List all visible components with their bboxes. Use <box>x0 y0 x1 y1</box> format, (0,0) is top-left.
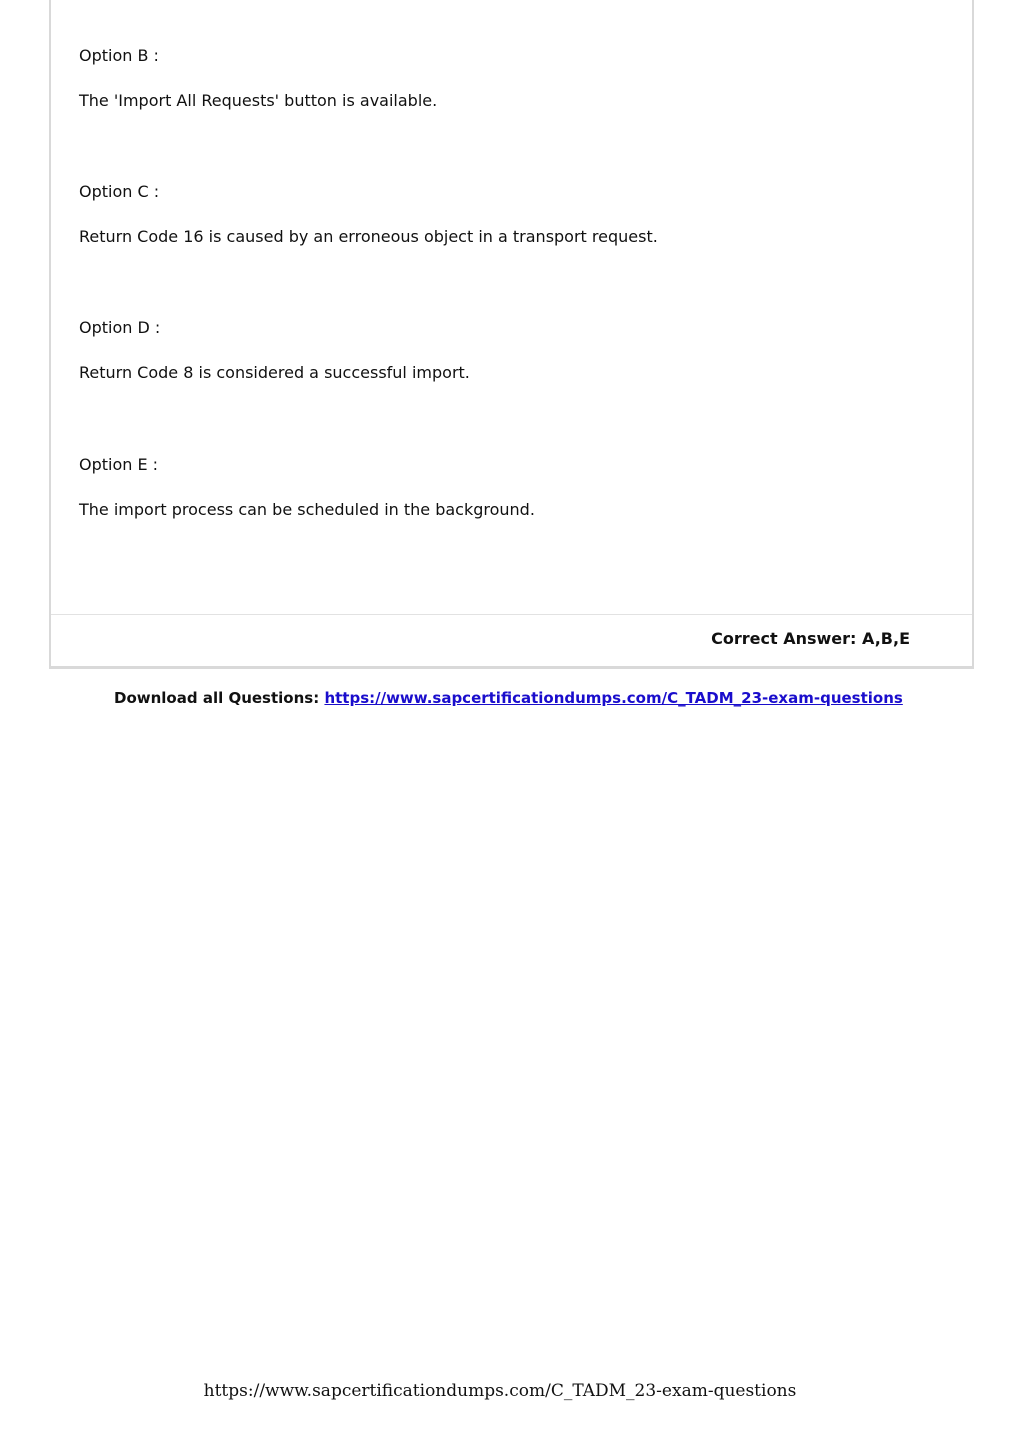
option-text: Return Code 16 is caused by an erroneous object in a transport request. <box>79 227 658 246</box>
option-label: Option C : <box>79 182 160 201</box>
option-text: Return Code 8 is considered a successful import. <box>79 363 470 382</box>
question-card <box>49 0 974 669</box>
option-text: The import process can be scheduled in the background. <box>79 500 535 519</box>
download-link[interactable]: https://www.sapcertificationdumps.com/C_TADM_23-exam-questions <box>324 689 903 707</box>
correct-answer <box>711 629 910 649</box>
download-row <box>114 688 903 708</box>
option-text: The 'Import All Requests' button is available. <box>79 91 438 110</box>
correct-answer-label: Correct Answer: <box>711 629 857 648</box>
download-label: Download all Questions: <box>114 689 320 707</box>
answer-divider <box>51 614 972 615</box>
footer-url: https://www.sapcertificationdumps.com/C_TADM_23-exam-questions <box>203 1381 797 1401</box>
option-label: Option E : <box>79 455 159 474</box>
correct-answer-value: A,B,E <box>862 629 910 648</box>
option-label: Option D : <box>79 318 161 337</box>
option-label: Option B : <box>79 46 159 65</box>
